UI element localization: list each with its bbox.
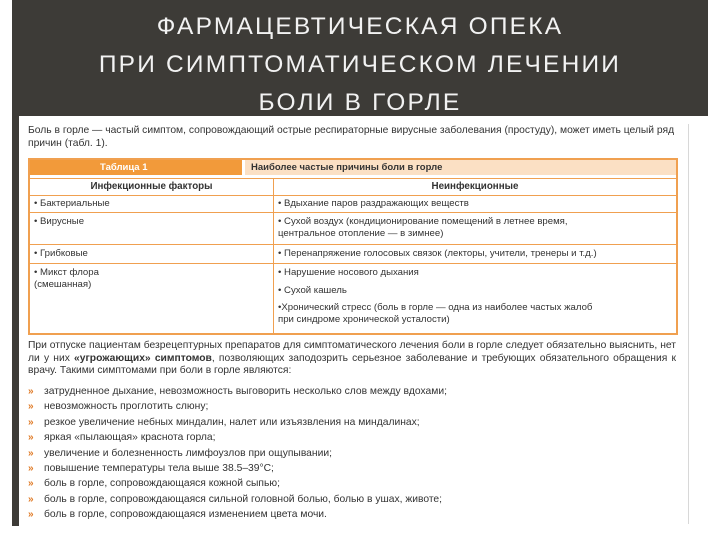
list-item-text: повышение температуры тела выше 38.5–39°С; (44, 462, 274, 474)
table-cell-line: •Хронический стресс (боль в горле — одна из наиболее частых жалоб (278, 302, 593, 313)
symptom-list (28, 384, 676, 523)
list-item-text: яркая «пылающая» краснота горла; (44, 432, 216, 444)
list-item (28, 430, 676, 445)
bullet-icon: » (28, 432, 34, 444)
table-cell-left: • Вирусные (34, 216, 85, 227)
warning-paragraph (28, 340, 676, 378)
bullet-icon: » (28, 447, 34, 459)
list-item-text: резкое увеличение небных миндалин, налет или изъязвления на миндалинах; (44, 416, 420, 428)
list-item (28, 399, 676, 414)
bullet-icon: » (28, 478, 34, 490)
paragraph-text: , позволяющих заподозрить серьезное заболевание и требующих обязательного обращения к врачу. Такими симптомами при боли в горле являются: (28, 352, 677, 376)
column-header-noninfectious: Неинфекционные (431, 181, 519, 192)
table-cell-line: • Микст флора (34, 267, 99, 278)
table-cell-left: • Бактериальные (34, 198, 110, 209)
table-cell-left (34, 267, 99, 290)
bullet-icon: » (28, 509, 34, 521)
bullet-icon: » (28, 416, 34, 428)
table-cell-line: • Сухой кашель (278, 284, 347, 296)
list-item (28, 446, 676, 461)
causes-table (28, 158, 678, 335)
table-title-row (30, 160, 676, 175)
column-divider (273, 178, 274, 333)
row-divider (30, 244, 676, 245)
table-header-row (30, 178, 676, 196)
bullet-icon: » (28, 386, 34, 397)
table-cell-line: (смешанная) (34, 278, 92, 290)
row-divider (30, 212, 676, 213)
title-line-1: ФАРМАЦЕВТИЧЕСКАЯ ОПЕКА (156, 13, 564, 40)
list-item-text: невозможность проглотить слюну; (44, 401, 209, 413)
title-line-2: ПРИ СИМПТОМАТИЧЕСКОМ ЛЕЧЕНИИ (98, 51, 622, 78)
list-item (28, 461, 676, 476)
table-cell-left: • Грибковые (34, 248, 88, 259)
table-caption: Наиболее частые причины боли в горле (245, 160, 676, 175)
list-item-text: боль в горле, сопровождающаяся сильной головной болью, болью в ушах, животе; (44, 493, 443, 505)
list-item-text: затрудненное дыхание, невозможность выговорить несколько слов между вдохами; (44, 386, 447, 397)
slide-title (12, 8, 708, 122)
list-item (28, 384, 676, 399)
paragraph-emphasis: «угрожающих» симптомов (74, 352, 212, 364)
table-label: Таблица 1 (30, 160, 242, 175)
list-item (28, 492, 676, 507)
table-cell-right: • Перенапряжение голосовых связок (лекторы, учители, тренеры и т.д.) (278, 248, 597, 259)
bullet-icon: » (28, 493, 34, 505)
slide-header (12, 0, 708, 116)
table-cell-right (278, 216, 568, 239)
table-cell-line: центральное отопление — в зимнее) (278, 227, 444, 239)
table-cell-line: при синдроме хронической усталости) (278, 313, 450, 325)
bullet-icon: » (28, 401, 34, 413)
list-item-text: увеличение и болезненность лимфоузлов при ощупывании; (44, 447, 332, 459)
table-cell-line: • Нарушение носового дыхания (278, 267, 419, 278)
paragraph-text: При отпуске пациентам безрецептурных препаратов для симптоматического лечения боли в горле следует обязательно выяснить, нет ли у них (28, 340, 676, 364)
list-item (28, 507, 676, 522)
table-cell-line: • Сухой воздух (кондиционирование помещений в летнее время, (278, 216, 568, 227)
list-item-text: боль в горле, сопровождающаяся изменением цвета мочи. (44, 509, 327, 521)
row-divider (30, 263, 676, 264)
table-cell-right (278, 267, 592, 325)
list-item (28, 415, 676, 430)
title-line-3: БОЛИ В ГОРЛЕ (258, 89, 462, 116)
right-divider (688, 124, 689, 524)
left-accent-strip (12, 116, 19, 526)
column-header-infectious: Инфекционные факторы (90, 181, 213, 192)
list-item-text: боль в горле, сопровождающаяся кожной сыпью; (44, 478, 280, 490)
bullet-icon: » (28, 462, 34, 474)
list-item (28, 476, 676, 491)
table-cell-right: • Вдыхание паров раздражающих веществ (278, 198, 469, 209)
intro-text: Боль в горле — частый симптом, сопровождающий острые респираторные вирусные заболевания (простуду), может иметь целый ряд причин (табл. 1). (28, 125, 675, 149)
slide-content (28, 120, 677, 521)
